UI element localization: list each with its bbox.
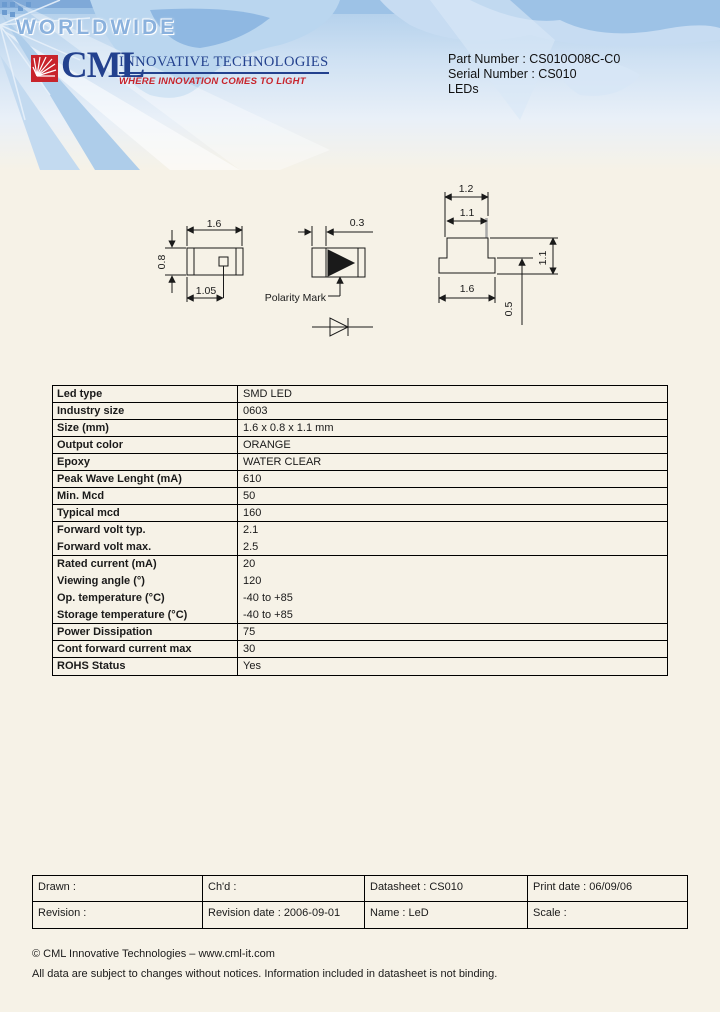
spec-label: Rated current (mA): [53, 556, 238, 573]
table-row: [53, 658, 667, 675]
table-row: [53, 607, 667, 624]
spec-value: 2.1: [243, 524, 259, 536]
part-info-block: [448, 52, 620, 97]
logo-tagline: [119, 54, 329, 87]
dim-label: 1.6: [459, 283, 475, 295]
title-block-table: [32, 875, 688, 929]
copyright-line: © CML Innovative Technologies – www.cml-it.com: [32, 948, 275, 960]
spec-value: WATER CLEAR: [243, 456, 322, 468]
dim-label: 1.05: [195, 285, 217, 297]
cml-wordmark: CML: [61, 45, 145, 86]
worldwide-wordmark: WORLDWIDE: [16, 16, 178, 39]
spec-value: -40 to +85: [243, 592, 293, 604]
spec-label: Output color: [53, 437, 238, 453]
dim-label: 0.3: [349, 217, 365, 229]
spec-value: 30: [243, 643, 256, 655]
spec-label: Forward volt max.: [53, 539, 238, 555]
dim-label: 0.8: [156, 254, 168, 270]
spec-label: Op. temperature (°C): [53, 590, 238, 607]
spec-label: Forward volt typ.: [53, 522, 238, 539]
spec-label: Cont forward current max: [53, 641, 238, 657]
spec-label: ROHS Status: [53, 658, 238, 675]
spec-table: [52, 385, 668, 676]
spec-label: Size (mm): [53, 420, 238, 436]
table-row: [53, 437, 667, 454]
spec-label: Viewing angle (°): [53, 573, 238, 590]
table-row: [53, 386, 667, 403]
print-date-cell: Print date : 06/09/06: [533, 881, 633, 893]
spec-label: Epoxy: [53, 454, 238, 470]
spec-value: Yes: [243, 660, 261, 672]
table-row: [53, 624, 667, 641]
checked-cell: Ch'd :: [203, 876, 365, 901]
disclaimer-line: All data are subject to changes without notices. Information included in datasheet is not binding.: [32, 968, 498, 980]
front-view-drawing: [298, 226, 373, 336]
dim-label: 1.6: [206, 218, 222, 230]
product-family-line: LEDs: [448, 82, 479, 96]
table-row: [53, 556, 667, 573]
table-row: [53, 539, 667, 556]
table-row: [53, 454, 667, 471]
logo-slogan-line: WHERE INNOVATION COMES TO LIGHT: [119, 76, 306, 87]
spec-value: 75: [243, 626, 256, 638]
table-row: [53, 403, 667, 420]
technical-drawings: [150, 165, 580, 345]
diode-symbol: [312, 318, 373, 336]
spec-label: Typical mcd: [53, 505, 238, 521]
spec-value: SMD LED: [243, 388, 292, 400]
drawn-cell: Drawn :: [33, 876, 203, 901]
spec-value: 50: [243, 490, 256, 502]
table-row: [53, 471, 667, 488]
spec-value: 0603: [243, 405, 268, 417]
spec-label: Peak Wave Lenght (mA): [53, 471, 238, 487]
revision-cell: Revision :: [33, 902, 203, 928]
spec-value: 2.5: [243, 541, 259, 553]
revision-date-cell: Revision date : 2006-09-01: [203, 902, 365, 928]
logo-company-line: INNOVATIVE TECHNOLOGIES: [119, 54, 329, 74]
header-banner: [0, 0, 720, 170]
spec-label: Min. Mcd: [53, 488, 238, 504]
scale-cell: Scale :: [533, 907, 567, 919]
dim-label: 1.2: [458, 183, 474, 195]
polarity-mark-label: Polarity Mark: [264, 292, 326, 304]
table-row: [53, 488, 667, 505]
spec-value: 20: [243, 558, 256, 570]
table-row: [53, 641, 667, 658]
spec-value: -40 to +85: [243, 609, 293, 621]
table-row: [53, 590, 667, 607]
part-number-line: Part Number : CS010O08C-C0: [448, 52, 621, 66]
spec-value: 120: [243, 575, 262, 587]
table-row: [53, 573, 667, 590]
datasheet-cell: Datasheet : CS010: [365, 876, 528, 901]
spec-value: 160: [243, 507, 262, 519]
spec-label: Power Dissipation: [53, 624, 238, 640]
name-cell: Name : LeD: [365, 902, 528, 928]
spec-label: Storage temperature (°C): [53, 607, 238, 623]
dim-label: 1.1: [537, 250, 549, 266]
table-row: [33, 876, 687, 902]
table-row: [53, 522, 667, 539]
table-row: [53, 505, 667, 522]
table-row: [53, 420, 667, 437]
cml-starburst-icon: [31, 55, 58, 82]
dim-label: 1.1: [459, 207, 475, 219]
spec-value: 610: [243, 473, 262, 485]
spec-value: ORANGE: [243, 439, 291, 451]
table-row: [33, 902, 687, 928]
spec-label: Led type: [53, 386, 238, 402]
serial-number-line: Serial Number : CS010: [448, 67, 577, 81]
spec-label: Industry size: [53, 403, 238, 419]
dim-label: 0.5: [503, 301, 515, 317]
spec-value: 1.6 x 0.8 x 1.1 mm: [243, 422, 334, 434]
